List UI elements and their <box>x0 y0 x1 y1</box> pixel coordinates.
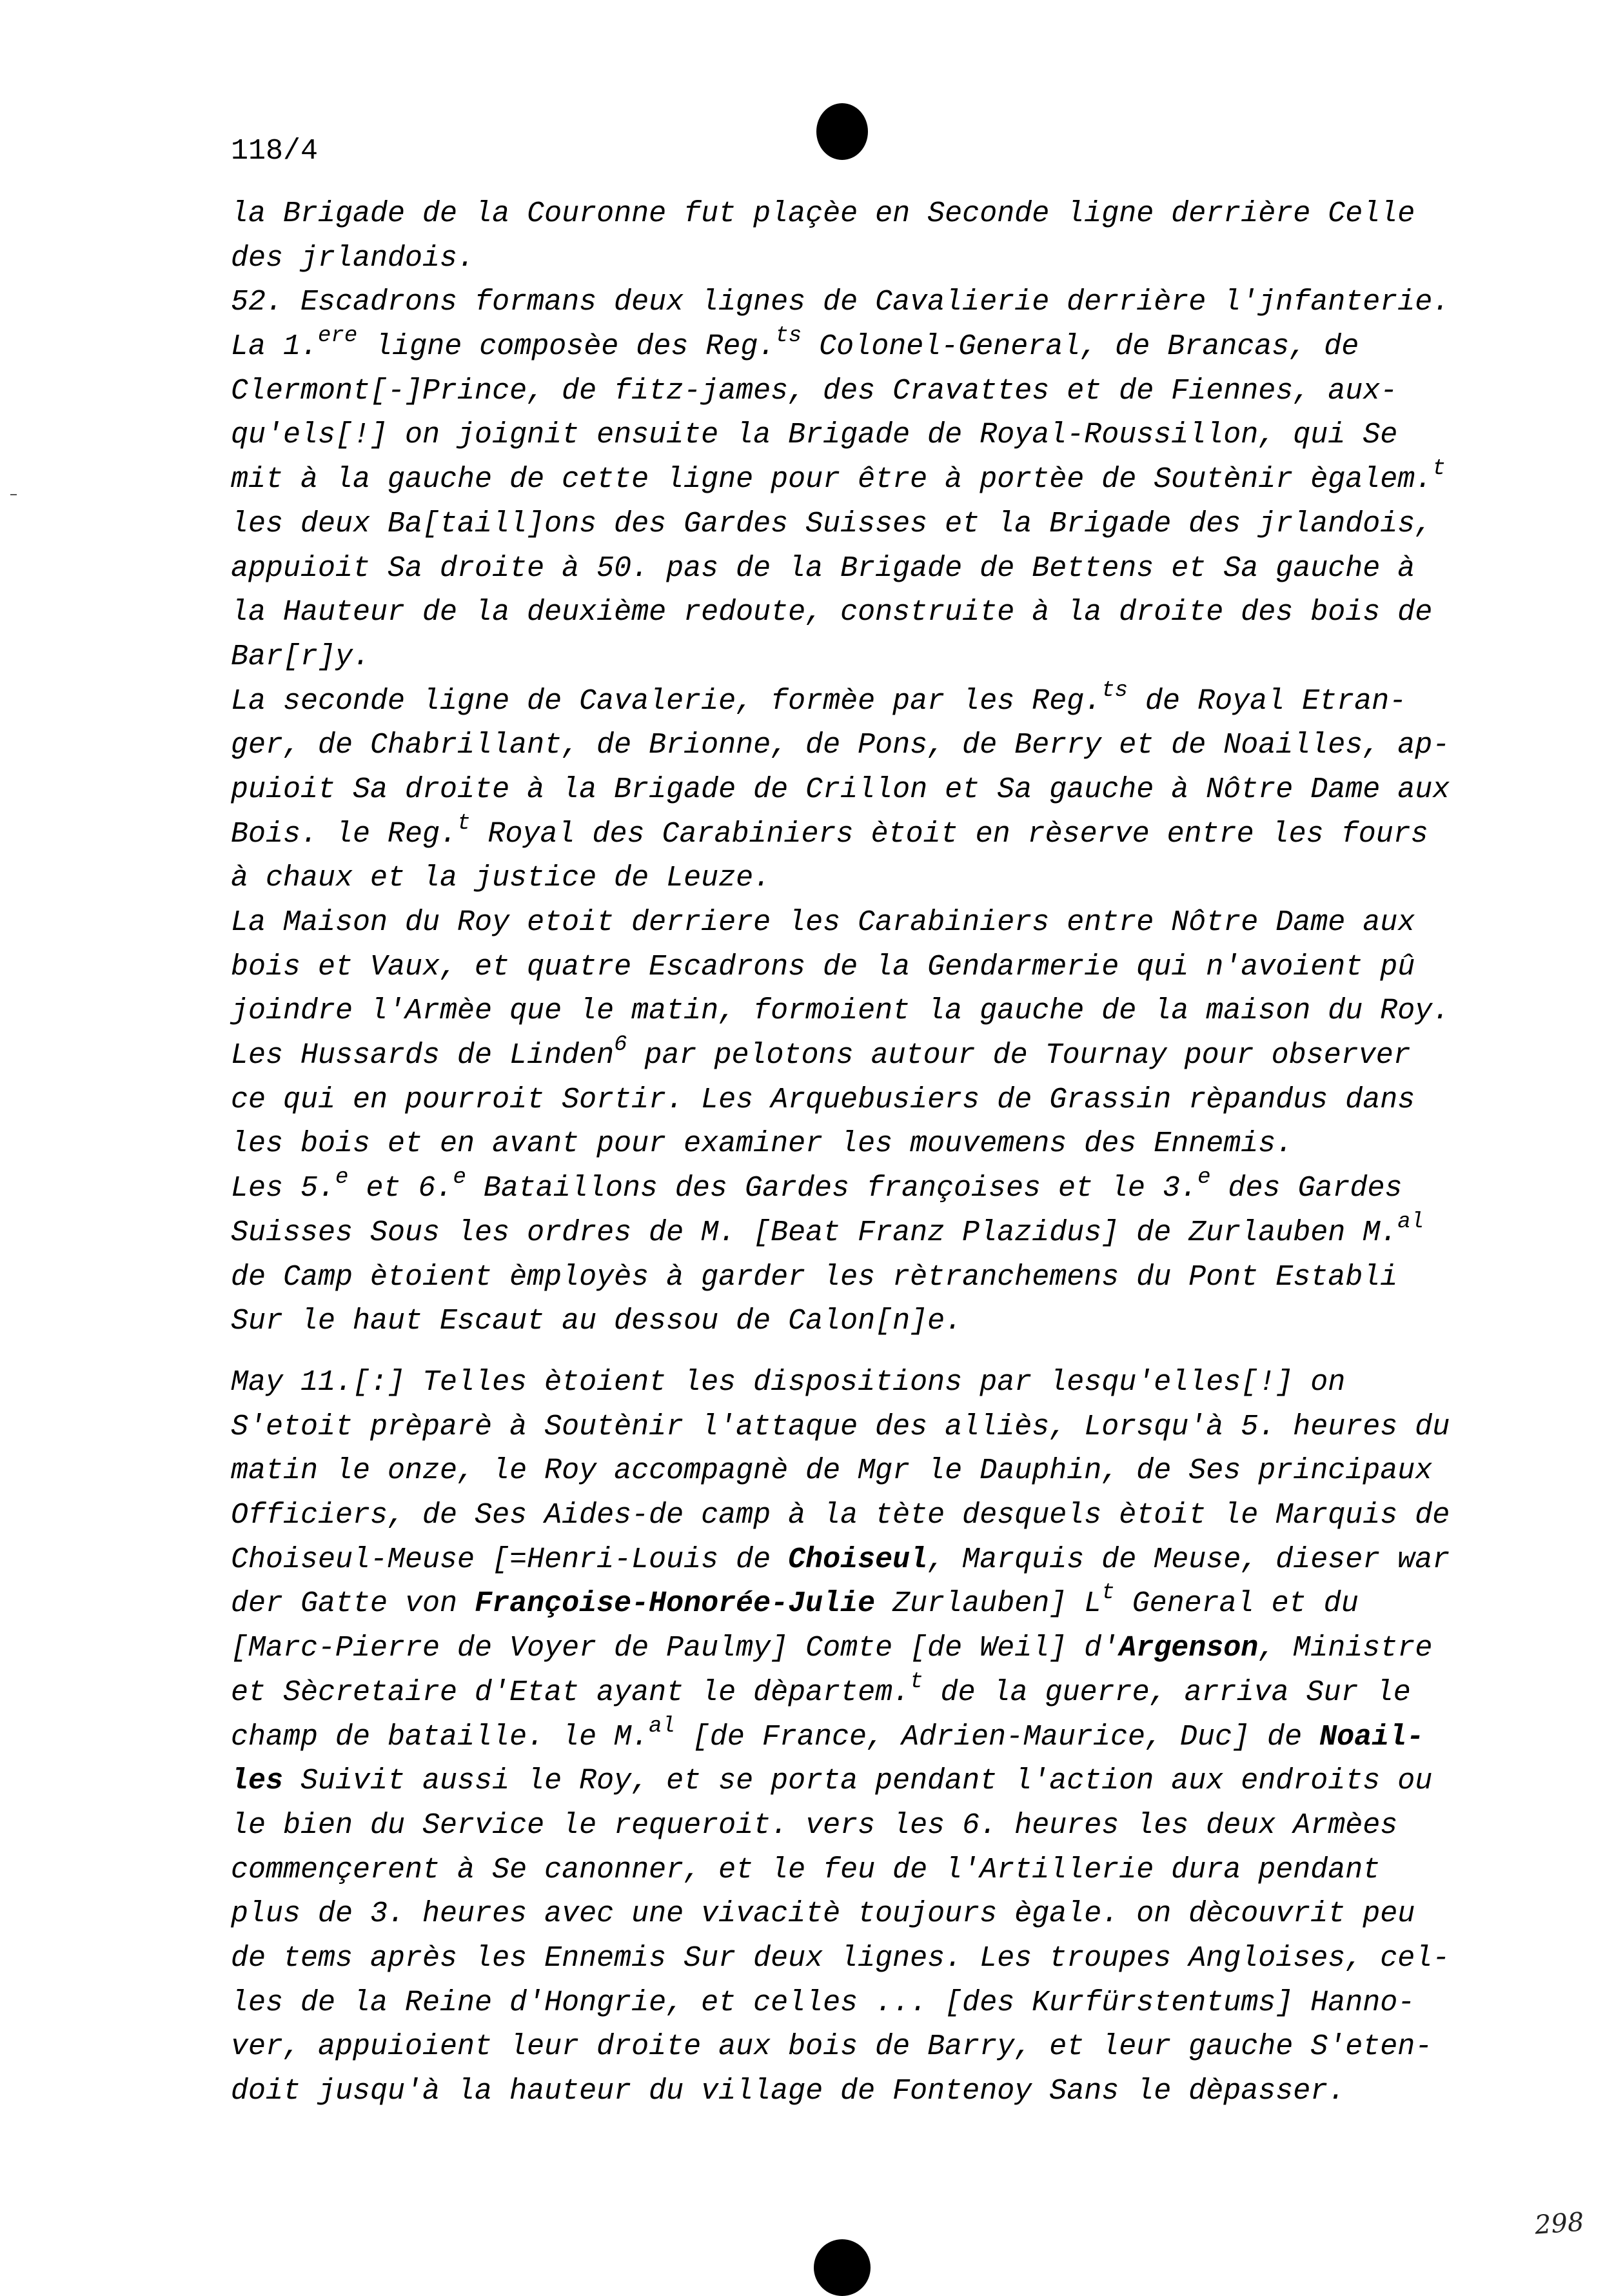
text-segment: mit à la gauche de cette ligne pour être à portèe de Soutènir ègalem. <box>231 463 1433 497</box>
text-line <box>231 1759 1514 1804</box>
text-segment: Bataillons des Gardes françoises et le 3. <box>466 1172 1198 1205</box>
text-line <box>231 1256 1514 1300</box>
text-segment: May 11.[:] Telles ètoient les dispositions par lesqu'elles[!] on <box>231 1366 1346 1399</box>
text-line <box>231 1892 1514 1937</box>
text-line <box>231 1034 1514 1078</box>
text-segment: Zurlauben] L <box>875 1587 1102 1621</box>
text-segment: bois et Vaux, et quatre Escadrons de la Gendarmerie qui n'avoient pû <box>231 950 1415 984</box>
superscript: ere <box>318 324 358 349</box>
bold-name: Noail- <box>1319 1720 1424 1754</box>
text-segment: Royal des Carabiniers ètoit en rèserve entre les fours <box>470 817 1428 851</box>
text-line <box>231 1122 1514 1167</box>
text-segment: Officiers, de Ses Aides-de camp à la tète desquels ètoit le Marquis de <box>231 1499 1450 1532</box>
text-segment: S'etoit prèparè à Soutènir l'attaque des alliès, Lorsqu'à 5. heures du <box>231 1410 1450 1443</box>
text-segment: de Royal Etran- <box>1128 684 1407 718</box>
bold-name: Françoise-Honorée-Julie <box>475 1587 876 1621</box>
text-segment: ce qui en pourroit Sortir. Les Arquebusiers de Grassin rèpandus dans <box>231 1083 1415 1116</box>
text-segment: La seconde ligne de Cavalerie, formèe par les Reg. <box>231 684 1102 718</box>
text-line <box>231 1300 1514 1344</box>
text-line <box>231 901 1514 945</box>
text-segment: la Brigade de la Couronne fut plaçèe en Seconde ligne derrière Celle <box>231 197 1415 230</box>
punch-hole-top <box>816 103 868 160</box>
text-line <box>231 1981 1514 2026</box>
text-segment: champ de bataille. le M. <box>231 1720 649 1754</box>
page-number: 118/4 <box>231 135 319 168</box>
text-line <box>231 1804 1514 1848</box>
superscript: t <box>457 811 471 836</box>
text-segment: joindre l'Armèe que le matin, formoient la gauche de la maison du Roy. <box>231 995 1450 1028</box>
text-line <box>231 724 1514 768</box>
text-segment: [Marc-Pierre de Voyer de Paulmy] Comte [de Weil] d' <box>231 1632 1119 1665</box>
text-segment: Bois. le Reg. <box>231 817 458 851</box>
text-segment: matin le onze, le Roy accompagnè de Mgr le Dauphin, de Ses principaux <box>231 1454 1433 1488</box>
text-line <box>231 547 1514 591</box>
text-line <box>231 1538 1514 1583</box>
text-segment: Suisses Sous les ordres de M. [Beat Franz Plazidus] de Zurlauben M. <box>231 1216 1398 1249</box>
text-line <box>231 281 1514 325</box>
text-segment: ver, appuioient leur droite aux bois de Barry, et leur gauche S'eten- <box>231 2030 1433 2064</box>
text-line <box>231 1716 1514 1760</box>
superscript: t <box>1432 457 1446 482</box>
bold-name: Argenson <box>1119 1632 1259 1665</box>
margin-mark <box>10 494 17 495</box>
text-segment: ger, de Chabrillant, de Brionne, de Pons, de Berry et de Noailles, ap- <box>231 729 1450 762</box>
text-line <box>231 1405 1514 1450</box>
text-line <box>231 1582 1514 1627</box>
text-line <box>231 813 1514 857</box>
superscript: e <box>335 1165 349 1191</box>
text-segment: General et du <box>1114 1587 1359 1621</box>
text-line <box>231 1449 1514 1494</box>
text-segment: de la guerre, arriva Sur le <box>923 1676 1411 1709</box>
text-segment: commençerent à Se canonner, et le feu de l'Artillerie dura pendant <box>231 1853 1381 1886</box>
superscript: al <box>1397 1209 1424 1234</box>
text-segment: la Hauteur de la deuxième redoute, construite à la droite des bois de <box>231 596 1433 629</box>
text-line <box>231 591 1514 635</box>
text-segment: , Marquis de Meuse, dieser war <box>927 1543 1450 1576</box>
text-line <box>231 2025 1514 2070</box>
text-segment: , Ministre <box>1258 1632 1433 1665</box>
text-segment: des Gardes <box>1210 1172 1403 1205</box>
bold-name: Choiseul <box>788 1543 928 1576</box>
text-segment: [de France, Adrien-Maurice, Duc] de <box>674 1720 1320 1754</box>
paragraph-may-11 <box>231 1361 1514 2114</box>
text-segment: de Camp ètoient èmployès à garder les rètranchemens du Pont Establi <box>231 1260 1398 1294</box>
text-line <box>231 1627 1514 1671</box>
text-segment: les de la Reine d'Hongrie, et celles ... [des Kurfürstentums] Hanno- <box>231 1986 1415 2019</box>
text-line <box>231 856 1514 901</box>
text-segment: des jrlandois. <box>231 241 475 275</box>
text-segment: les bois et en avant pour examiner les mouvemens des Ennemis. <box>231 1127 1294 1161</box>
text-segment: et Sècretaire d'Etat ayant le dèpartem. <box>231 1676 911 1709</box>
text-segment: 52. Escadrons formans deux lignes de Cavalierie derrière l'jnfanterie. <box>231 286 1450 319</box>
text-segment: appuioit Sa droite à 50. pas de la Brigade de Bettens et Sa gauche à <box>231 551 1415 585</box>
text-segment: ligne composèe des Reg. <box>357 330 776 364</box>
text-segment: les deux Ba[taill]ons des Gardes Suisses et la Brigade des jrlandois, <box>231 507 1433 540</box>
text-line <box>231 325 1514 370</box>
handwritten-folio-number: 298 <box>1533 2207 1585 2241</box>
superscript: 6 <box>614 1033 627 1058</box>
text-line <box>231 1167 1514 1211</box>
text-line <box>231 989 1514 1034</box>
text-line <box>231 768 1514 813</box>
text-segment: plus de 3. heures avec une vivacitè toujours ègale. on dècouvrit peu <box>231 1897 1415 1931</box>
text-segment: puioit Sa droite à la Brigade de Crillon et Sa gauche à Nôtre Dame aux <box>231 773 1450 806</box>
superscript: e <box>453 1165 466 1191</box>
text-line <box>231 1848 1514 1893</box>
text-segment: La Maison du Roy etoit derriere les Carabiniers entre Nôtre Dame aux <box>231 906 1415 939</box>
text-line <box>231 502 1514 547</box>
bold-name: les <box>231 1765 284 1798</box>
text-line <box>231 458 1514 502</box>
text-segment: Les 5. <box>231 1172 336 1205</box>
text-line <box>231 945 1514 990</box>
punch-hole-bottom <box>814 2239 871 2296</box>
text-line <box>231 413 1514 458</box>
text-line <box>231 1937 1514 1981</box>
text-segment: par pelotons autour de Tournay pour observer <box>627 1039 1411 1073</box>
text-segment: doit jusqu'à la hauteur du village de Fontenoy Sans le dèpasser. <box>231 2075 1346 2108</box>
superscript: ts <box>1101 678 1128 703</box>
text-line <box>231 635 1514 680</box>
text-segment: le bien du Service le requeroit. vers les 6. heures les deux Armèes <box>231 1808 1398 1842</box>
text-line <box>231 1361 1514 1405</box>
text-line <box>231 1494 1514 1538</box>
text-segment: La 1. <box>231 330 319 364</box>
text-line <box>231 192 1514 237</box>
text-segment: der Gatte von <box>231 1587 475 1621</box>
text-line <box>231 370 1514 414</box>
text-segment: Clermont[-]Prince, de fitz-james, des Cravattes et de Fiennes, aux- <box>231 374 1398 408</box>
superscript: t <box>1101 1581 1115 1606</box>
text-segment: Choiseul-Meuse [=Henri-Louis de <box>231 1543 789 1576</box>
text-segment: Colonel-General, de Brancas, de <box>802 330 1359 364</box>
text-line <box>231 1671 1514 1716</box>
superscript: e <box>1197 1165 1211 1191</box>
superscript: ts <box>775 324 802 349</box>
text-line <box>231 237 1514 281</box>
text-segment: Suivit aussi le Roy, et se porta pendant l'action aux endroits ou <box>283 1765 1433 1798</box>
text-segment: et 6. <box>348 1172 453 1205</box>
text-line <box>231 680 1514 724</box>
paragraph-dispositions <box>231 192 1514 1344</box>
superscript: al <box>649 1714 675 1739</box>
text-line <box>231 2070 1514 2114</box>
text-segment: de tems après les Ennemis Sur deux lignes. Les troupes Angloises, cel- <box>231 1941 1450 1975</box>
superscript: t <box>910 1669 923 1694</box>
text-segment: Les Hussards de Linden <box>231 1039 615 1073</box>
text-segment: Sur le haut Escaut au dessou de Calon[n]e. <box>231 1305 963 1338</box>
text-segment: qu'els[!] on joignit ensuite la Brigade de Royal-Roussillon, qui Se <box>231 419 1398 452</box>
text-segment: Bar[r]y. <box>231 640 371 673</box>
text-segment: à chaux et la justice de Leuze. <box>231 862 771 895</box>
text-line <box>231 1211 1514 1256</box>
text-line <box>231 1078 1514 1123</box>
